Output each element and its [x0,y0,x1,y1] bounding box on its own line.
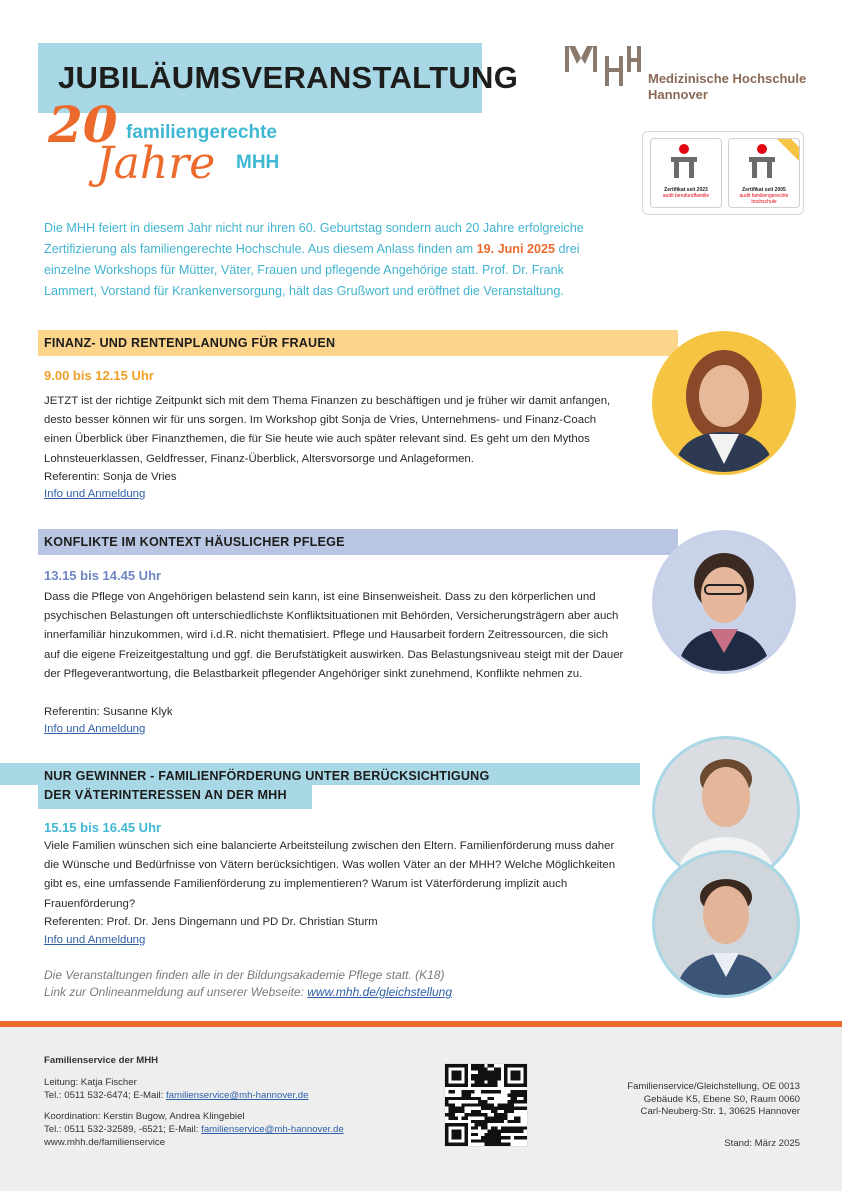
venue-note [44,967,452,1001]
subtitle-line1: familiengerechte [126,122,277,143]
footer-leitung-tel: Tel.: 0511 532-6474; E-Mail: [44,1090,166,1101]
cert2-line1: Zertifikat seit 2005 [742,187,786,193]
mhh-logo [563,44,643,88]
audit-icon [729,139,799,185]
section2-time: 13.15 bis 14.45 Uhr [44,568,162,583]
certificate-familiengerechte-hochschule [728,138,800,208]
footer-stand: Stand: März 2025 [724,1138,800,1149]
speaker-photo-susanne-klyk [652,530,796,674]
cert2-line3: hochschule [751,199,777,205]
section2-info-link[interactable]: Info und Anmeldung [44,723,146,735]
footer-email-link-1[interactable]: familienservice@mh-hannover.de [165,1090,309,1101]
page-title: JUBILÄUMSVERANSTALTUNG [58,60,519,95]
anniversary-number: 20 [48,95,118,154]
footer-koord-contact [44,1124,344,1137]
section2-body: Dass die Pflege von Angehörigen belastend sein kann, ist eine Binsenweisheit. Dass zu den körperlichen und psychischen Belastungen oft unterschiedlichste Konfliktsituationen mit Behörden, Versicherungsträgern aber auch innerfamiliär hinzukommen, wird i.d.R. nicht thematisiert. Pflege und Hausarbeit fordern Zeitressourcen, die sich auf die eigene Freizeitgestaltung und ggf. die Berufstätigkeit auswirken. Das Belastungsniveau steigt mit der Dauer der Pflegeverantwortung, die Belastbarkeit pflegender Angehöriger sinkt zunehmend, Konflikte nehmen zu. [44,591,624,680]
section3-speakers: Referenten: Prof. Dr. Jens Dingemann und PD Dr. Christian Sturm [44,916,378,928]
intro-part1: Die MHH feiert in diesem Jahr nicht nur ihren 60. Geburtstag sondern auch 20 Jahre erfolgreiche Zertifizierung als familiengerechte Hochschule. Aus diesem Anlass finden am [44,221,584,256]
footer-org: Familienservice der MHH [44,1055,159,1066]
section3-time: 15.15 bis 16.45 Uhr [44,820,162,835]
qr-code[interactable] [444,1063,528,1147]
speaker-photo-sonja-de-vries [652,331,796,475]
section3-info-link[interactable]: Info und Anmeldung [44,934,146,946]
certificate-berufundfamilie [650,138,722,208]
section2-title: KONFLIKTE IM KONTEXT HÄUSLICHER PFLEGE [44,535,345,549]
footer-addr2: Gebäude K5, Ebene S0, Raum 0060 [643,1093,800,1105]
intro-text [44,218,604,302]
footer-address [627,1081,800,1119]
cert2-line2: audit familiengerechte [739,193,789,199]
footer-koord-tel: Tel.: 0511 532-32589, -6521; E-Mail: [44,1124,202,1135]
institution-line2: Hannover [648,87,708,102]
subtitle-line2: MHH [236,152,280,173]
intro-part2: drei einzelne Workshops für Mütter, Väter, Frauen und pflegende Angehörige statt. Prof. Dr. Frank Lammert, Vorstand für Krankenversorgung, hält das Grußwort und eröffnet die Veranstaltung. [44,242,580,298]
section3-title-line1: NUR GEWINNER - FAMILIENFÖRDERUNG UNTER BERÜCKSICHTIGUNG [44,769,490,783]
venue-note-line2 [44,984,452,1001]
event-date: 19. Juni 2025 [476,242,556,256]
footer-addr3: Carl-Neuberg-Str. 1, 30625 Hannover [640,1106,800,1117]
cert1-line1: Zertifikat seit 2023 [664,187,708,193]
section2-speaker: Referentin: Susanne Klyk [44,706,173,718]
footer-web: www.mhh.de/familienservice [44,1137,166,1148]
footer-leitung: Leitung: Katja Fischer [44,1077,137,1088]
section3-body: Viele Familien wünschen sich eine balancierte Arbeitsteilung zwischen den Eltern. Familienförderung muss daher die Wünsche und Bedürfnisse von Vätern berücksichtigen. Was wollen Väter an der MHH? Welche Möglichkeiten gibt es, eine umfassende Familienförderung zu implementieren? Warum ist Väterförderung implizit auch Frauenförderung? [44,840,616,910]
anniversary-jahre: Jahre [96,138,216,189]
section1-time: 9.00 bis 12.15 Uhr [44,368,154,383]
speaker-photo-christian-sturm [652,850,800,998]
cert1-line2: audit berufundfamilie [662,193,710,199]
section1-speaker: Referentin: Sonja de Vries [44,471,177,483]
venue-note-prefix: Link zur Onlineanmeldung auf unserer Webseite: [44,985,308,999]
section1-body: JETZT ist der richtige Zeitpunkt sich mit dem Thema Finanzen zu beschäftigen und je früher wir damit anfangen, desto besser können wir für uns sorgen. Im Workshop gibt Sonja de Vries, Unternehmens- und Finanz-Coach einen Überblick über Finanzthemen, die für Sie heute wie auch später relevant sind. Es geht um den Mythos Lohnsteuerklassen, Geldfresser, Finanz-Überblick, Altersvorsorge und Anlageformen. [44,395,611,465]
section1-info-link[interactable]: Info und Anmeldung [44,488,146,500]
footer-email-link-2[interactable]: familienservice@mh-hannover.de [201,1124,344,1135]
institution-line1: Medizinische Hochschule [648,71,807,86]
gleichstellung-link[interactable]: www.mhh.de/gleichstellung [307,985,453,999]
venue-note-line1: Die Veranstaltungen finden alle in der Bildungsakademie Pflege statt. (K18) [44,968,445,982]
footer-leitung-contact [44,1090,308,1103]
footer-koordination: Koordination: Kerstin Bugow, Andrea Klingebiel [44,1111,245,1122]
institution-name [648,71,806,103]
section3-title-line2: DER VÄTERINTERESSEN AN DER MHH [44,788,287,802]
footer-addr1: Familienservice/Gleichstellung, OE 0013 [627,1081,800,1092]
section1-title: FINANZ- UND RENTENPLANUNG FÜR FRAUEN [44,336,336,350]
audit-icon [651,139,721,185]
